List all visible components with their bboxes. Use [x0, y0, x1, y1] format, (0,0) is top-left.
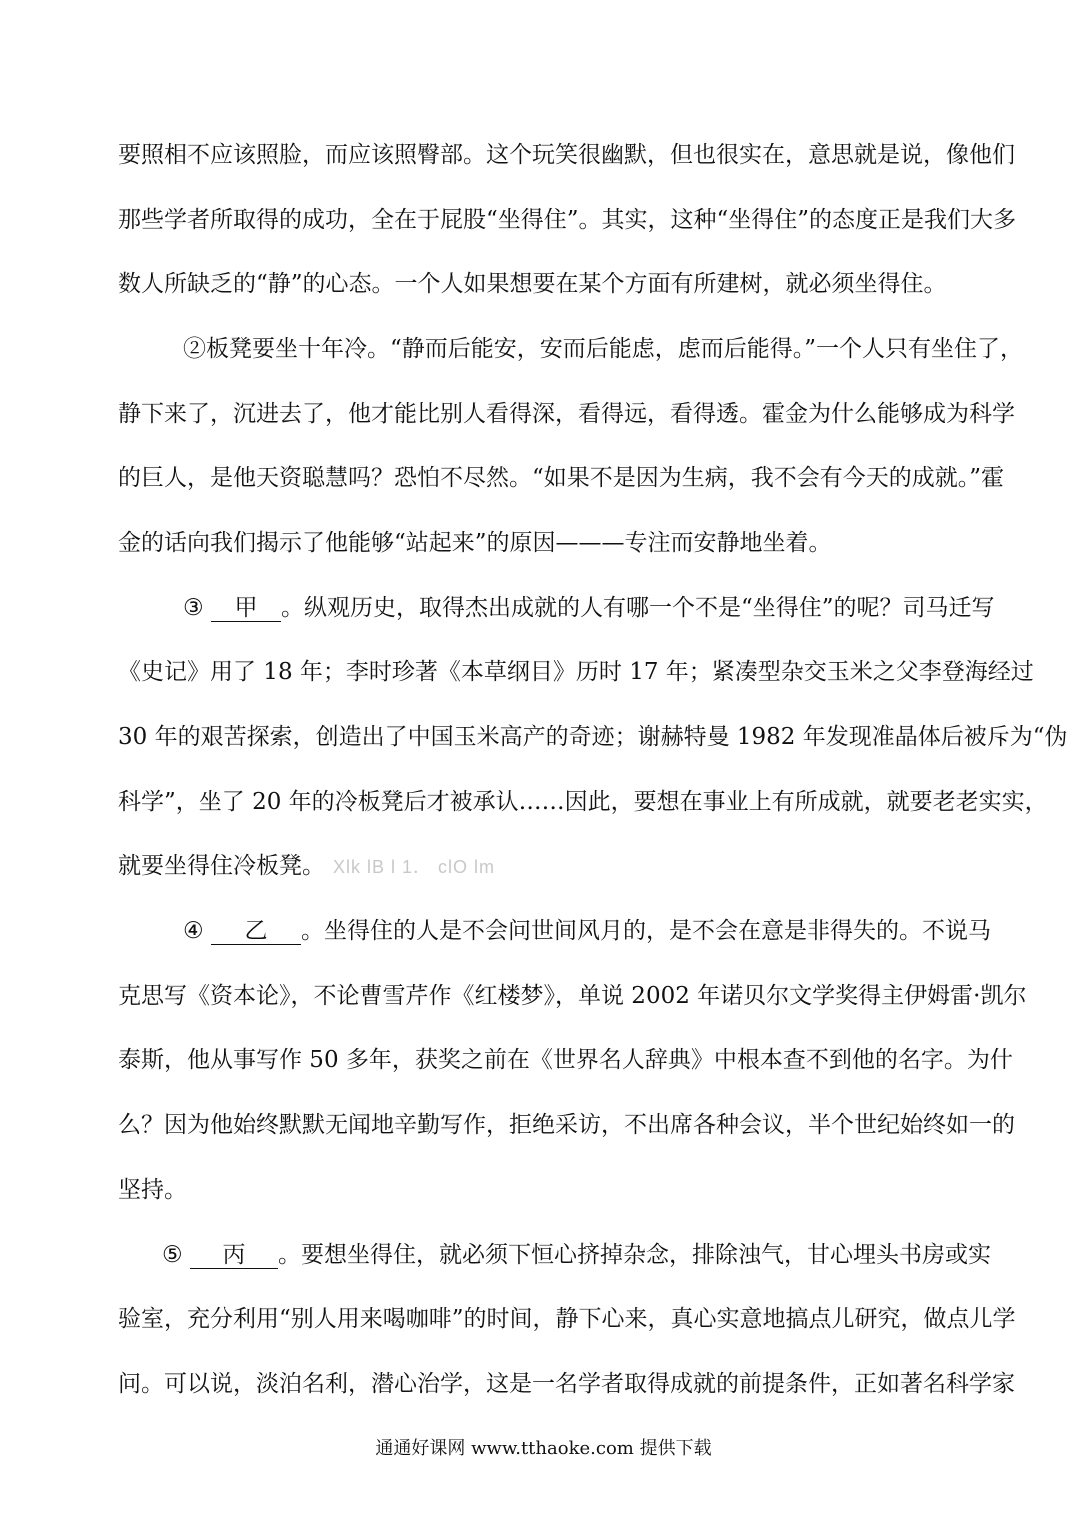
- text-line: 坚持。: [118, 1177, 187, 1203]
- text-line: 问。可以说，淡泊名利，潜心治学，这是一名学者取得成就的前提条件，正如著名科学家: [118, 1371, 1015, 1397]
- text-segment: 。要想坐得住，就必须下恒心挤掉杂念，排除浊气，甘心埋头书房或实: [277, 1242, 991, 1268]
- text-segment: 。坐得住的人是不会问世间风月的，是不会在意是非得失的。不说马: [300, 918, 991, 944]
- text-line: 静下来了，沉进去了，他才能比别人看得深，看得远，看得透。霍金为什么能够成为科学: [118, 401, 1015, 427]
- fill-blank-yi: 乙: [211, 918, 301, 945]
- text-line: 那些学者所取得的成功，全在于屁股“坐得住”。其实，这种“坐得住”的态度正是我们大多: [118, 207, 1017, 233]
- fill-blank-bing: 丙: [190, 1242, 278, 1269]
- paragraph-marker: ⑤: [162, 1242, 183, 1268]
- paragraph-3-first-line: [183, 592, 995, 624]
- text-line: 么？因为他始终默默无闻地辛勤写作，拒绝采访，不出席各种会议，半个世纪始终如一的: [118, 1112, 1015, 1138]
- faint-scan-artifact: Xlk lB l 1． clO lm: [333, 857, 496, 877]
- paragraph-marker: ③: [183, 595, 204, 621]
- text-segment: 。纵观历史，取得杰出成就的人有哪一个不是“坐得住”的呢？司马迁写: [280, 595, 995, 621]
- text-line: 要照相不应该照脸，而应该照臀部。这个玩笑很幽默，但也很实在，意思就是说，像他们: [118, 142, 1015, 168]
- text-line: 金的话向我们揭示了他能够“站起来”的原因———专注而安静地坐着。: [118, 530, 832, 556]
- fill-blank-jia: 甲: [211, 595, 281, 622]
- text-line: 《史记》用了 18 年；李时珍著《本草纲目》历时 17 年；紧凑型杂交玉米之父李登海经过: [118, 659, 1034, 685]
- paragraph-marker: ④: [183, 918, 204, 944]
- page-footer: 通通好课网 www.tthaoke.com 提供下载: [375, 1438, 712, 1459]
- paragraph-3-last-line: [118, 850, 970, 882]
- text-line: 30 年的艰苦探索，创造出了中国玉米高产的奇迹；谢赫特曼 1982 年发现准晶体后被斥为“伪: [118, 724, 1068, 750]
- text-line: 数人所缺乏的“静”的心态。一个人如果想要在某个方面有所建树，就必须坐得住。: [118, 271, 947, 297]
- text-line: 验室，充分利用“别人用来喝咖啡”的时间，静下心来，真心实意地搞点儿研究，做点儿学: [118, 1306, 1016, 1332]
- text-line: ②板凳要坐十年冷。“静而后能安，安而后能虑，虑而后能得。”一个人只有坐住了，: [183, 336, 1024, 362]
- text-segment: 就要坐得住冷板凳。: [118, 853, 325, 879]
- text-line: 克思写《资本论》，不论曹雪芹作《红楼梦》，单说 2002 年诺贝尔文学奖得主伊姆雷·凯尔: [118, 983, 1027, 1009]
- text-line: 科学”，坐了 20 年的冷板凳后才被承认……因此，要想在事业上有所成就，就要老老实实，: [118, 789, 1048, 815]
- paragraph-5-first-line: [162, 1239, 991, 1271]
- text-line: 的巨人，是他天资聪慧吗？恐怕不尽然。“如果不是因为生病，我不会有今天的成就。”霍: [118, 465, 1005, 491]
- text-line: 泰斯，他从事写作 50 多年，获奖之前在《世界名人辞典》中根本查不到他的名字。为什: [118, 1047, 1013, 1073]
- paragraph-4-first-line: [183, 915, 991, 947]
